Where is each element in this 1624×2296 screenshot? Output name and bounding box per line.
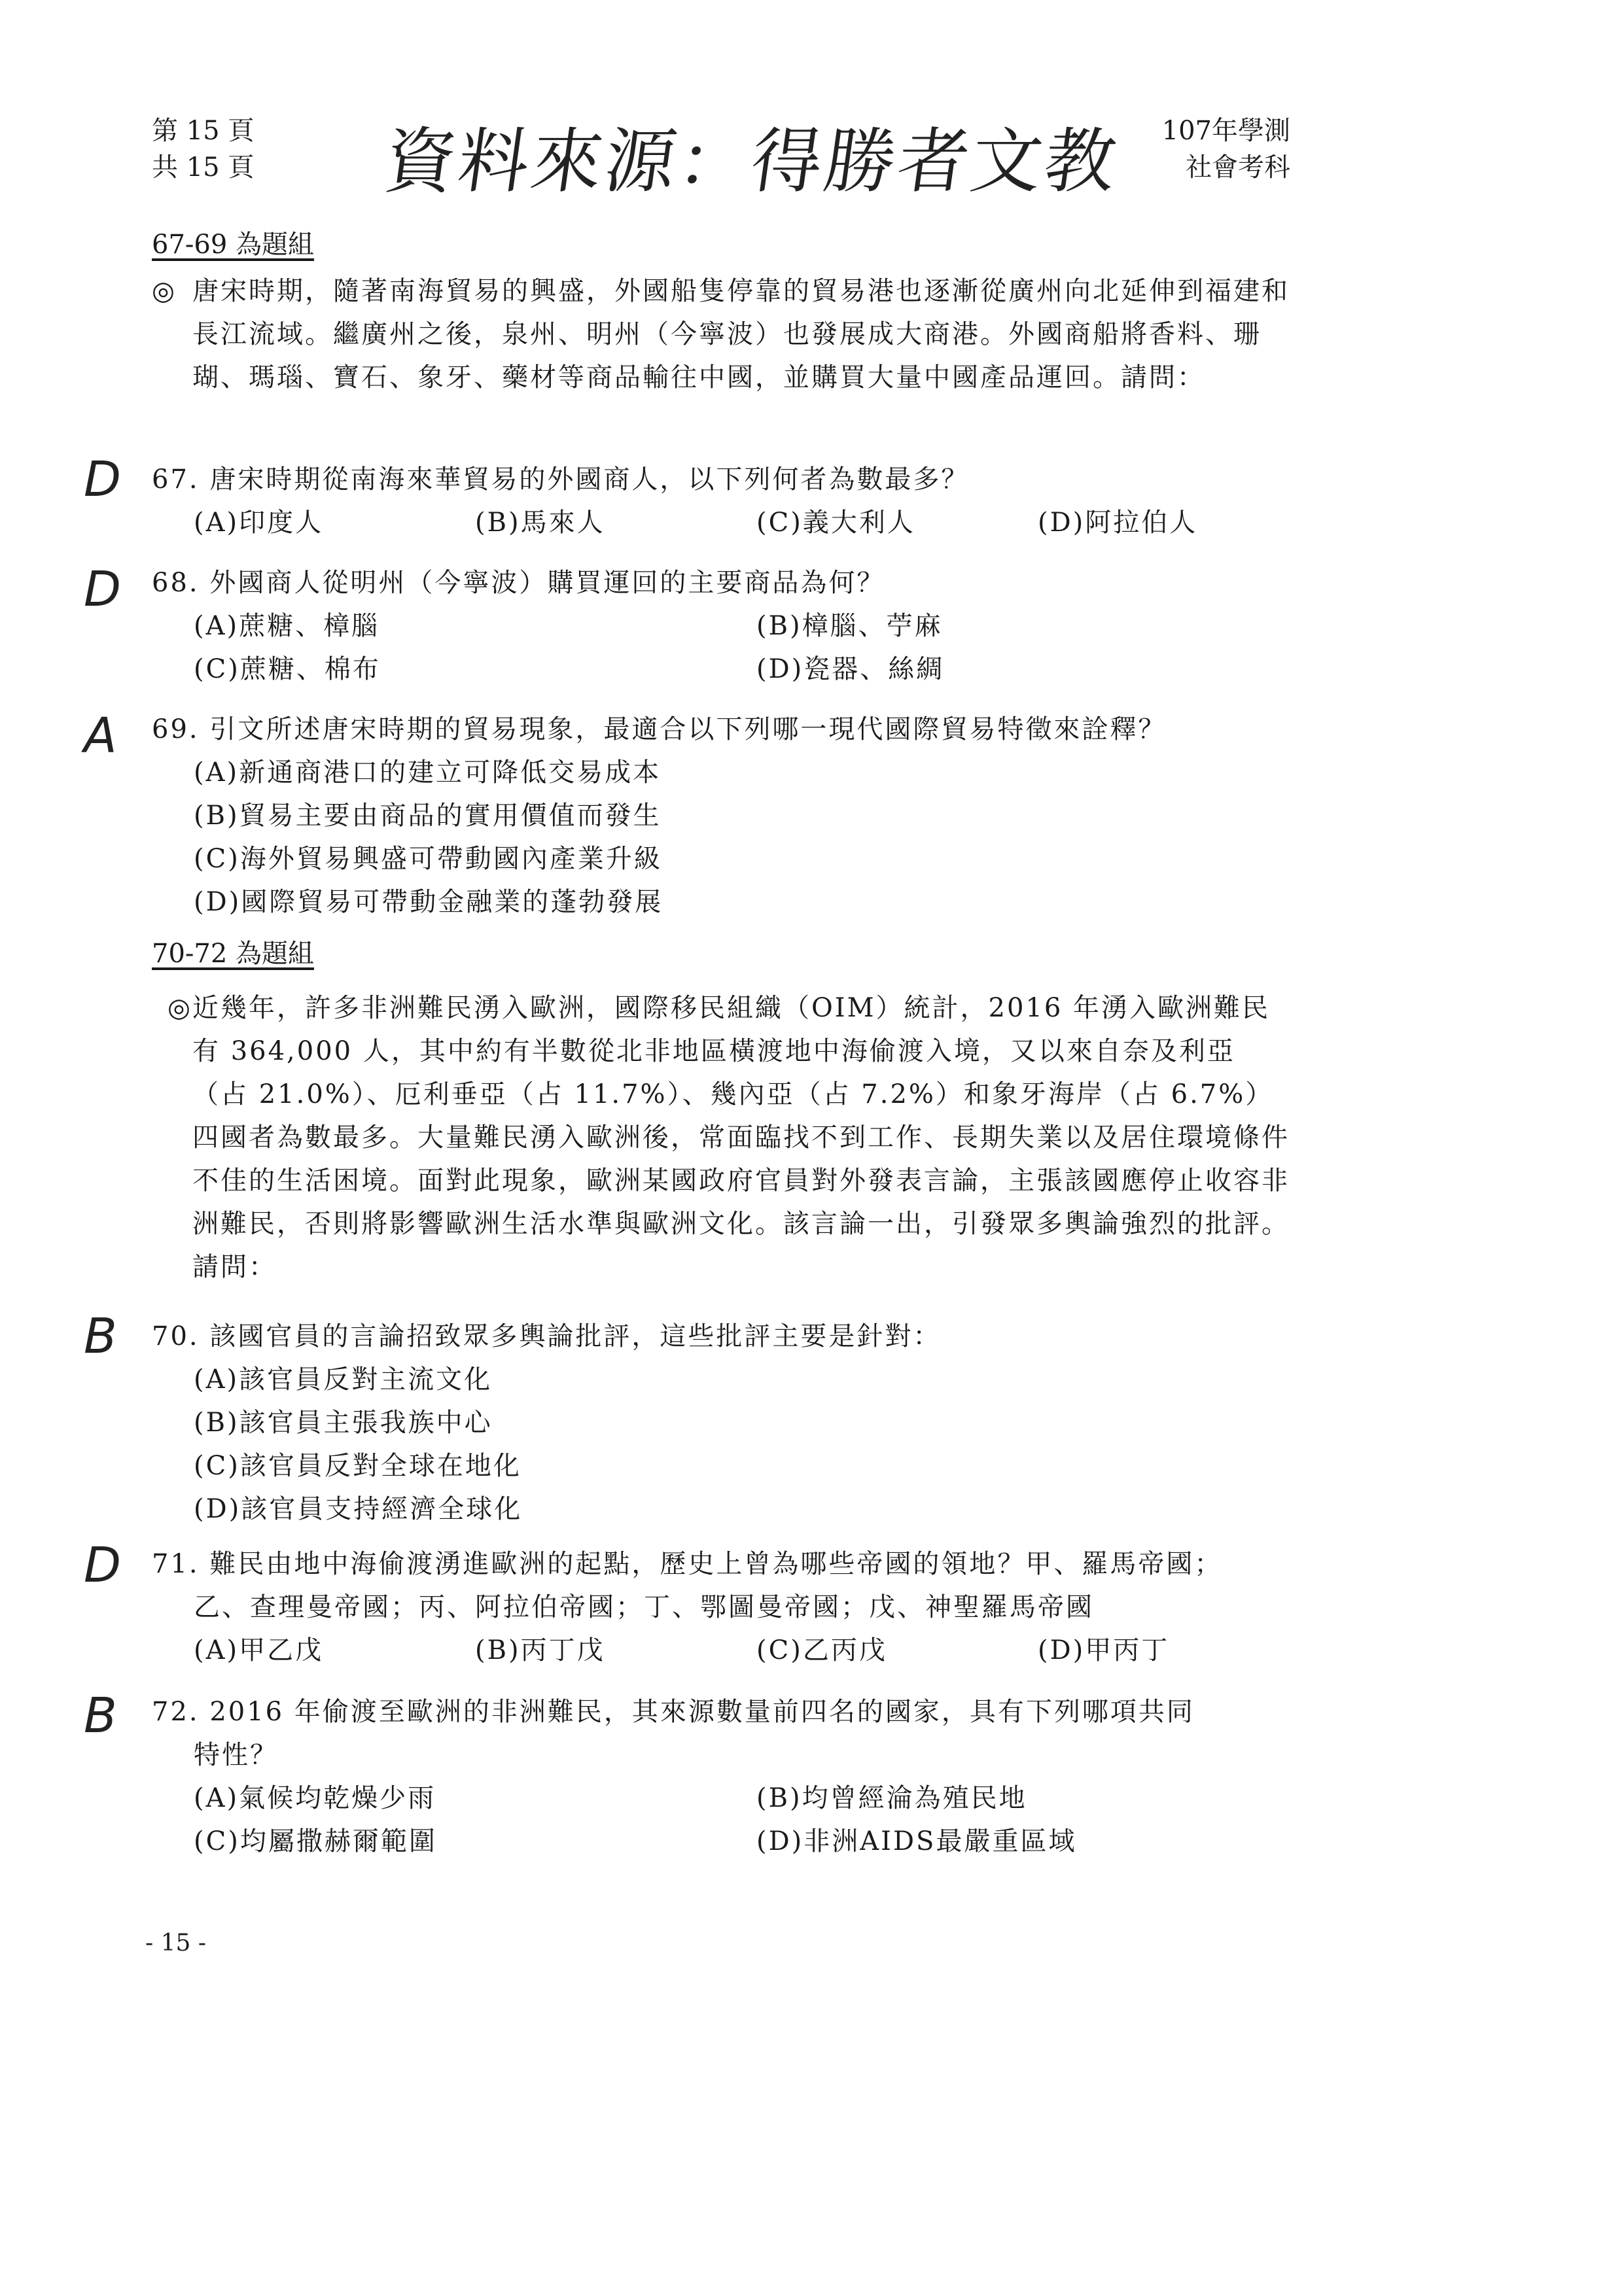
option-a: (A)甲乙戊 (194, 1635, 324, 1665)
question-stem-continued: 特性？ (194, 1740, 278, 1770)
question-stem: 67. 唐宋時期從南海來華貿易的外國商人，以下列何者為數最多？ (152, 464, 970, 495)
option-c: (C)乙丙戊 (756, 1635, 887, 1665)
option-b: (B)貿易主要由商品的實用價值而發生 (194, 801, 662, 831)
option-b: (B)樟腦、苧麻 (756, 611, 943, 641)
passage-text: 唐宋時期，隨著南海貿易的興盛，外國船隻停靠的貿易港也逐漸從廣州向北延伸到福建和長江流域。繼廣州之後，泉州、明州（今寧波）也發展成大商港。外國商船將香料、珊瑚、瑪瑙、寶石、象牙、藥材等商品輸往中國，並購買大量中國產品運回。請問： (192, 276, 1290, 392)
handwritten-answer: B (84, 1688, 117, 1744)
option-c: (C)蔗糖、棉布 (194, 654, 381, 684)
passage-mark: ◎ (168, 993, 192, 1023)
question-70 (152, 1315, 1303, 1531)
page-line: 第 15 頁 (152, 116, 255, 146)
passage-mark: ◎ (152, 276, 177, 306)
handwritten-answer: B (84, 1308, 117, 1365)
page-info (152, 113, 254, 186)
question-stem: 72. 2016 年偷渡至歐洲的非洲難民，其來源數量前四名的國家，具有下列哪項共同 (152, 1697, 1195, 1727)
question-stem: 69. 引文所述唐宋時期的貿易現象，最適合以下列哪一現代國際貿易特徵來詮釋？ (152, 714, 1167, 744)
exam-info (1162, 113, 1290, 186)
passage (152, 986, 1290, 1289)
option-b: (B)丙丁戊 (475, 1635, 605, 1665)
option-b: (B)該官員主張我族中心 (194, 1408, 493, 1438)
handwritten-answer: D (84, 561, 121, 617)
handwritten-answer: D (84, 1537, 121, 1593)
group-title: 67-69 為題組 (152, 230, 315, 260)
option-a: (A)新通商港口的建立可降低交易成本 (194, 757, 662, 788)
handwritten-answer: A (84, 708, 117, 764)
total-line: 共 15 頁 (152, 152, 255, 183)
question-68 (152, 561, 1303, 691)
option-d: (D)甲丙丁 (1038, 1635, 1170, 1665)
subject-line: 社會考科 (1186, 152, 1290, 183)
option-d: (D)阿拉伯人 (1038, 508, 1198, 538)
question-67 (152, 458, 1303, 544)
option-c: (C)義大利人 (756, 508, 915, 538)
option-a: (A)蔗糖、樟腦 (194, 611, 380, 641)
option-b: (B)馬來人 (475, 508, 605, 538)
passage (152, 270, 1290, 399)
options (194, 1629, 1303, 1672)
exam-line: 107年學測 (1161, 116, 1290, 146)
option-d: (D)非洲AIDS最嚴重區域 (756, 1826, 1077, 1856)
question-stem: 68. 外國商人從明州（今寧波）購買運回的主要商品為何？ (152, 568, 885, 598)
option-c: (C)該官員反對全球在地化 (194, 1451, 521, 1481)
question-69 (152, 708, 1303, 924)
option-a: (A)該官員反對主流文化 (194, 1365, 493, 1395)
option-b: (B)均曾經淪為殖民地 (756, 1783, 1027, 1813)
options (194, 1358, 1303, 1531)
option-a: (A)印度人 (194, 508, 324, 538)
question-stem: 70. 該國官員的言論招致眾多輿論批評，這些批評主要是針對： (152, 1321, 942, 1351)
group-title: 70-72 為題組 (152, 939, 315, 969)
option-d: (D)國際貿易可帶動金融業的蓬勃發展 (194, 887, 663, 917)
option-d: (D)瓷器、絲綢 (756, 654, 945, 684)
options (194, 751, 1303, 924)
page-number: - 15 - (145, 1930, 207, 1957)
question-stem-continued: 乙、查理曼帝國；丙、阿拉伯帝國；丁、鄂圖曼帝國；戊、神聖羅馬帝國 (194, 1592, 1094, 1622)
options (194, 604, 1303, 691)
question-72 (152, 1690, 1303, 1863)
passage-text: 近幾年，許多非洲難民湧入歐洲，國際移民組織（OIM）統計，2016 年湧入歐洲難民有 364,000 人，其中約有半數從北非地區橫渡地中海偷渡入境，又以來自奈及利亞（占 21.0%）、厄利垂亞（占 11.7%）、幾內亞（占 7.2%）和象牙海岸（占 6.7%）四國者為數最多。大量難民湧入歐洲後，常面臨找不到工作、長期失業以及居住環境條件不佳的生活困境。面對此現象，歐洲某國政府官員對外發表言論，主張該國應停止收容非洲難民，否則將影響歐洲生活水準與歐洲文化。該言論一出，引發眾多輿論強烈的批評。請問： (192, 993, 1290, 1282)
handwritten-answer: D (84, 451, 121, 508)
option-a: (A)氣候均乾燥少雨 (194, 1783, 436, 1813)
question-71 (152, 1542, 1303, 1672)
question-stem: 71. 難民由地中海偷渡湧進歐洲的起點，歷史上曾為哪些帝國的領地？甲、羅馬帝國； (152, 1549, 1223, 1579)
option-c: (C)海外貿易興盛可帶動國內產業升級 (194, 844, 662, 874)
options (194, 1777, 1303, 1863)
handwritten-source-note: 資料來源：得勝者文教 (379, 121, 1124, 203)
options (194, 501, 1303, 544)
option-c: (C)均屬撒赫爾範圍 (194, 1826, 437, 1856)
option-d: (D)該官員支持經濟全球化 (194, 1494, 523, 1524)
